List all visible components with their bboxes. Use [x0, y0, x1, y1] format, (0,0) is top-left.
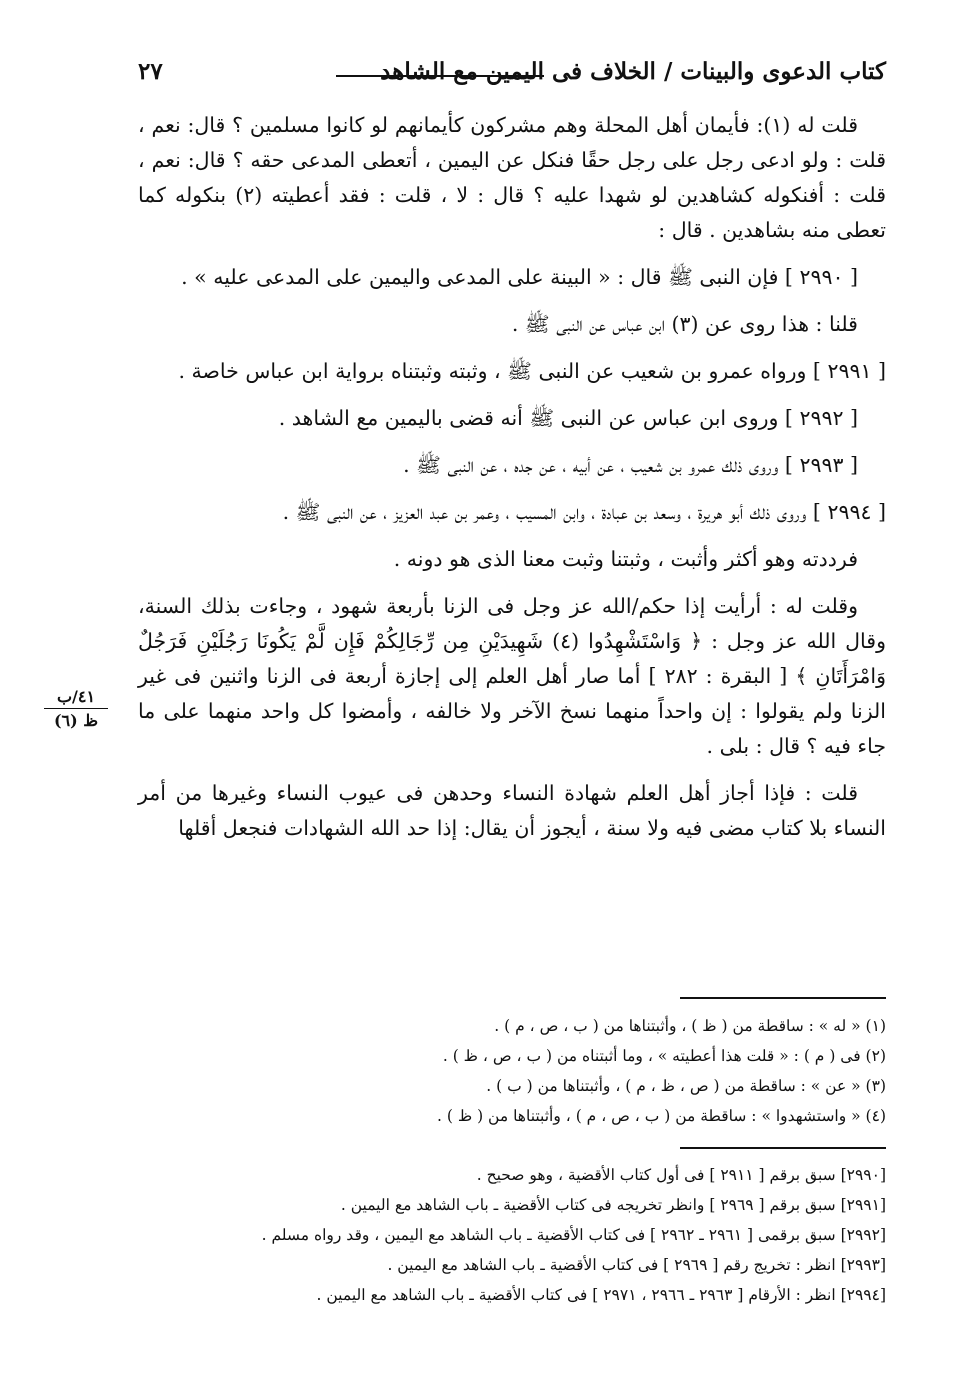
reference-note: [٢٩٩٢] سبق برقمى [ ٢٩٦١ ـ ٢٩٦٢ ] فى كتاب الأقضية ـ باب الشاهد مع اليمين ، وقد رواه مسلم .: [261, 1226, 886, 1244]
manuscript-ref: ظ (٦): [53, 711, 99, 730]
folio-rule: [44, 708, 108, 709]
hadith-2993: [ ٢٩٩٣ ] وروى ذلك عمرو بن شعيب ، عن أبيه ، عن جده ، عن النبى ﷺ .: [403, 453, 858, 477]
footnote-separator: [680, 997, 886, 999]
main-text: [138, 108, 886, 858]
folio-ref: ٤١/ب: [56, 687, 96, 706]
footnote: (١) « له » : ساقطة من ( ظ ) ، وأثبتناها من ( ب ، ص ، م ) .: [494, 1017, 886, 1035]
manuscript-folio-note: [40, 687, 112, 730]
reference-note: [٢٩٩١] سبق برقم [ ٢٩٦٩ ] وانظر تخريجه فى كتاب الأقضية ـ باب الشاهد مع اليمين .: [340, 1196, 886, 1214]
paragraph: قلت له (١): فأيمان أهل المحلة وهم مشركون كأيمانهم لو كانوا مسلمين ؟ قال: نعم ، قلت : ولو ادعى رجل على رجل حقًا فنكل عن اليمين ، أتعطى المدعى حقه ؟ قال: نعم ، قلت : أفنكوله كشاهدين لو شهدا عليه ؟ قال : لا ، قلت : فقد أعطيته (٢) بنكوله كما تعطى منه بشاهدين . قال :: [138, 113, 886, 242]
references-separator: [680, 1147, 886, 1149]
footnote: (٤) « واستشهدوا » : ساقطة من ( ب ، ص ، م ) ، وأثبتناها من ( ظ ) .: [436, 1107, 886, 1125]
hadith-2991: [ ٢٩٩١ ] ورواه عمرو بن شعيب عن النبى ﷺ ، وثبته وثبتناه برواية ابن عباس خاصة .: [178, 359, 886, 383]
hadith-references: [138, 1160, 886, 1310]
footnote: (٣) « عن » : ساقطة من ( ص ، ظ ، م ) ، وأثبتناها من ( ب ) .: [486, 1077, 886, 1095]
footnotes: [138, 1011, 886, 1131]
hadith-2990: [ ٢٩٩٠ ] فإن النبى ﷺ قال : « البينة على المدعى واليمين على المدعى عليه » .: [181, 265, 858, 289]
hadith-2994: [ ٢٩٩٤ ] وروى ذلك أبو هريرة ، وسعد بن عبادة ، وابن المسيب ، وعمر بن عبد العزيز ، عن النبى ﷺ .: [282, 500, 886, 524]
paragraph-quran: وقلت له : أرأيت إذا حكم/الله عز وجل فى الزنا بأربعة شهود ، وجاءت بذلك السنة، وقال الله عز وجل : ﴿ وَاسْتَشْهِدُوا (٤) شَهِيدَيْنِ مِن رِّجَالِكُمْ فَإِن لَّمْ يَكُونَا رَجُلَيْنِ فَرَجُلٌ وَامْرَأَتَانِ ﴾ [ البقرة : ٢٨٢ ] أما صار أهل العلم إلى إجازة أربعة فى الزنا واثنين فى غير الزنا ولم يقولوا : إن واحداً منهما نسخ الآخر ولا خالفه ، وأمضوا كل واحد منهما على ما جاء فيه ؟ قال : بلى .: [138, 594, 886, 758]
chapter-title: كتاب الدعوى والبينات / الخلاف فى اليمين مع الشاهد: [380, 58, 886, 85]
paragraph: قلت : فإذا أجاز أهل العلم شهادة النساء وحدهن فى عيوب النساء وغيرها من أمر النساء بلا كتاب مضى فيه ولا سنة ، أيجوز أن يقال: إذا حد الله الشهادات فنجعل أقلها: [138, 781, 886, 840]
paragraph: فرددته وهو أكثر وأثبت ، وثبتنا وثبت معنا الذى هو دونه .: [393, 547, 858, 571]
footnote: (٢) فى ( م ) : « قلت هذا أعطيته » ، وما أثبتناه من ( ب ، ص ، ظ ) .: [442, 1047, 886, 1065]
hadith-2992: [ ٢٩٩٢ ] وروى ابن عباس عن النبى ﷺ أنه قضى باليمين مع الشاهد .: [278, 406, 858, 430]
reference-note: [٢٩٩٤] انظر : الأرقام [ ٢٩٦٣ ـ ٢٩٦٦ ، ٢٩٧١ ] فى كتاب الأقضية ـ باب الشاهد مع اليمين .: [316, 1286, 886, 1304]
header-rule: [336, 75, 544, 77]
page-number: ٢٧: [138, 58, 163, 85]
paragraph: قلنا : هذا روى عن (٣) ابن عباس عن النبى ﷺ .: [511, 312, 858, 336]
reference-note: [٢٩٩٣] انظر : تخريج رقم [ ٢٩٦٩ ] فى كتاب الأقضية ـ باب الشاهد مع اليمين .: [387, 1256, 886, 1274]
running-header: [138, 58, 886, 94]
reference-note: [٢٩٩٠] سبق برقم [ ٢٩١١ ] فى أول كتاب الأقضية ، وهو صحيح .: [476, 1166, 886, 1184]
